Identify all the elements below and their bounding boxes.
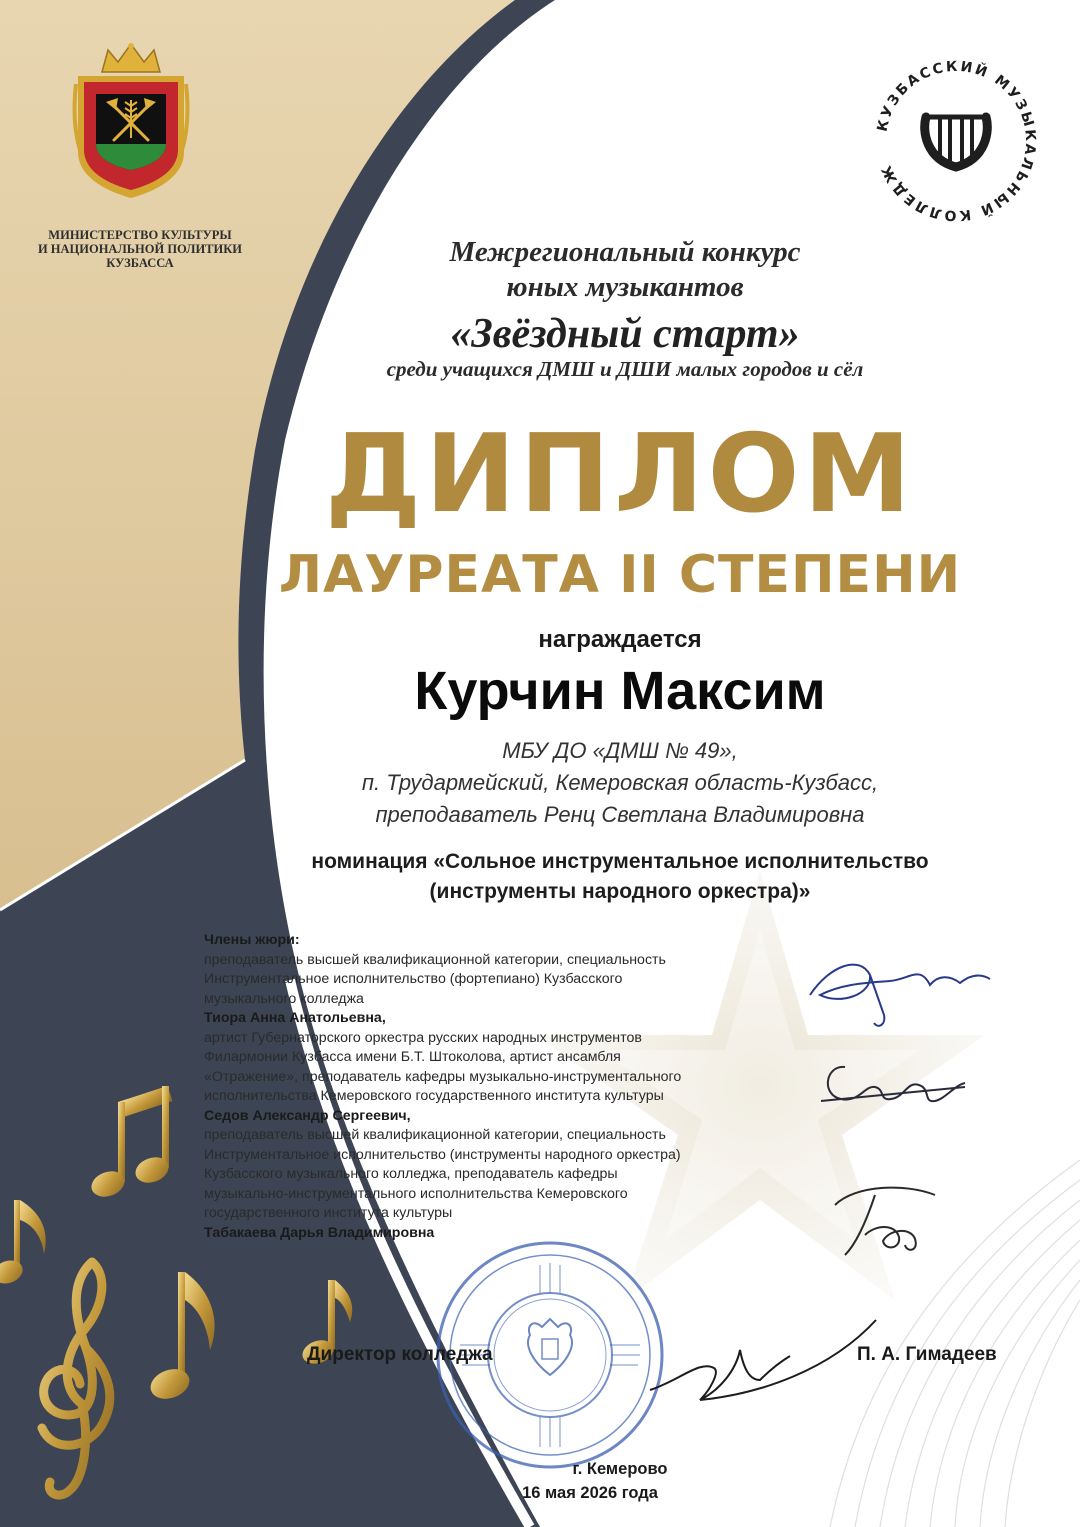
jury-line: Кузбасского музыкального колледжа, преподаватель кафедры — [204, 1166, 618, 1182]
city: г. Кемерово — [572, 1460, 668, 1478]
music-note-icon — [88, 1086, 172, 1201]
ministry-line-3: КУЗБАССА — [106, 256, 174, 270]
jury-line: государственного института культуры — [204, 1205, 453, 1221]
jury-member-name: Табакаева Дарья Владимировна — [204, 1224, 435, 1241]
awarded-label: награждается — [538, 626, 702, 653]
jury-line: музыкально-инструментального исполнительства Кемеровского — [204, 1185, 628, 1202]
jury-line: музыкального колледжа — [204, 990, 364, 1007]
jury-header: Члены жюри: — [204, 932, 300, 948]
ministry-line-2: И НАЦИОНАЛЬНОЙ ПОЛИТИКИ — [37, 242, 243, 256]
college-logo-text: КУЗБАССКИЙ МУЗЫКАЛЬНЫЙ КОЛЛЕДЖ — [874, 58, 1039, 224]
jury-line: «Отражение», преподаватель кафедры музыкально-инструментального — [204, 1068, 682, 1085]
jury-line: преподаватель высшей квалификационной категории, специальность — [204, 1127, 666, 1143]
awardee-teacher: преподаватель Ренц Светлана Владимировна — [375, 802, 865, 827]
nomination-line-2: (инструменты народного оркестра)» — [429, 880, 811, 903]
awardee-school: МБУ ДО «ДМШ № 49», — [502, 738, 738, 763]
director-name: П. А. Гимадеев — [857, 1344, 997, 1365]
awardee-location: п. Трудармейский, Кемеровская область-Кузбасс, — [361, 770, 879, 795]
jury-line: Инструментальное исполнительство (инструменты народного оркестра) — [204, 1146, 681, 1163]
signature-icon — [800, 945, 1000, 1035]
jury-line: преподаватель высшей квалификационной категории, специальность — [204, 951, 666, 968]
signature-icon — [815, 1175, 955, 1265]
jury-line: Филармонии Кузбасса имени Б.Т. Штоколова, артист ансамбля — [204, 1049, 621, 1065]
contest-line-1: Межрегиональный конкурс — [449, 236, 801, 268]
contest-line-2: юных музыкантов — [506, 271, 744, 303]
date: 16 мая 2026 года — [522, 1484, 658, 1502]
director-label: Директор колледжа — [307, 1344, 493, 1365]
jury-line: исполнительства Кемеровского государственного института культуры — [204, 1088, 664, 1104]
nomination-line-1: номинация «Сольное инструментальное исполнительство — [311, 850, 929, 873]
treble-clef-icon — [42, 1262, 110, 1495]
awardee-name: Курчин Максим — [414, 661, 826, 721]
jury-line: Инструментальное исполнительство (фортепиано) Кузбасского — [204, 971, 623, 987]
contest-title: «Звёздный старт» — [450, 311, 800, 357]
jury-member-name: Седов Александр Сергеевич, — [204, 1107, 411, 1124]
signature-icon — [815, 1045, 975, 1120]
contest-subtitle: среди учащихся ДМШ и ДШИ малых городов и сёл — [386, 357, 864, 381]
signature-icon — [640, 1310, 880, 1420]
jury-line: артист Губернаторского оркестра русских народных инструментов — [204, 1029, 642, 1046]
jury-member-name: Тиора Анна Анатольевна, — [204, 1010, 386, 1026]
ministry-line-1: МИНИСТЕРСТВО КУЛЬТУРЫ — [48, 228, 232, 242]
diploma-subtitle: ЛАУРЕАТА II СТЕПЕНИ — [278, 545, 962, 605]
diploma-title: ДИПЛОМ — [325, 412, 915, 537]
